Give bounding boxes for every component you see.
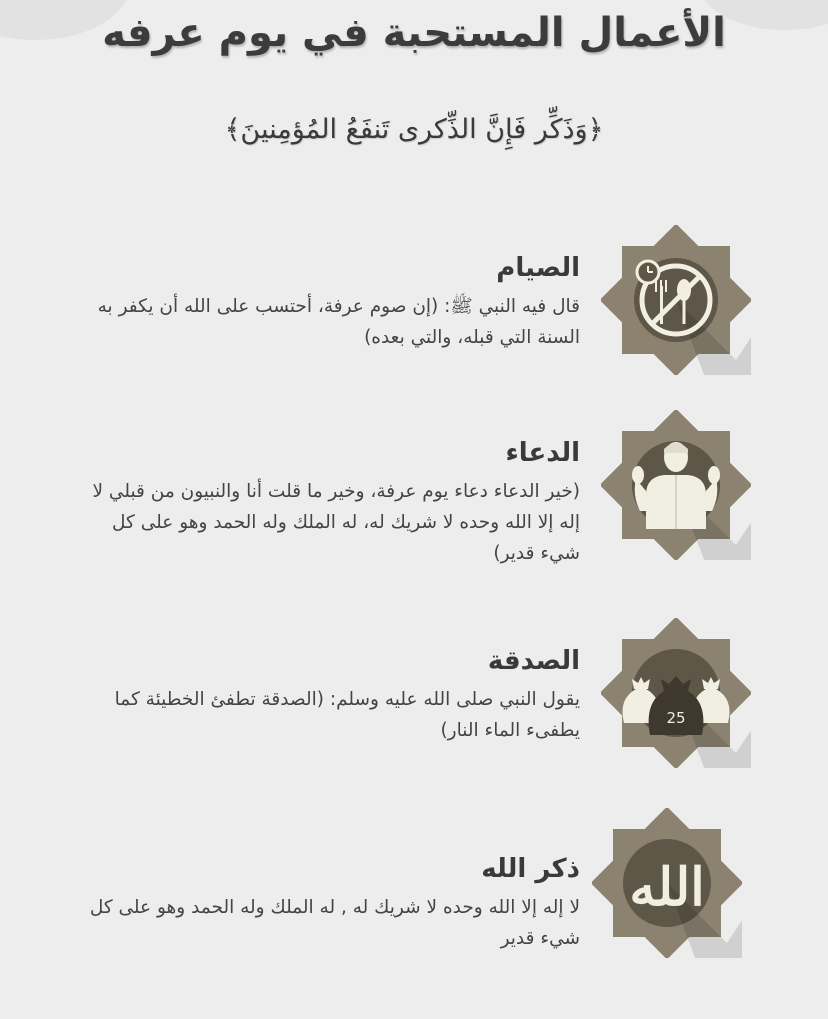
item-title: الدعاء <box>505 438 580 468</box>
badge-remembrance <box>592 808 742 958</box>
item-body: يقول النبي صلى الله عليه وسلم: (الصدقة تطفئ الخطيئة كما يطفىء الماء النار) <box>114 689 580 741</box>
item-body: (خير الدعاء دعاء يوم عرفة، وخير ما قلت أنا والنبيون من قبلي لا إله إلا الله وحده لا شريك له، له الملك وله الحمد وهو على كل شيء قدير) <box>92 481 580 564</box>
item-title: الصيام <box>496 253 580 283</box>
item-text-remembrance <box>80 852 580 954</box>
no-eating-icon <box>601 225 751 375</box>
item-body: قال فيه النبي ﷺ: (إن صوم عرفة، أحتسب على الله أن يكفر به السنة التي قبله، والتي بعده) <box>97 296 580 348</box>
item-body: لا إله إلا الله وحده لا شريك له , له الملك وله الحمد وهو على كل شيء قدير <box>89 897 580 949</box>
badge-charity <box>601 618 751 768</box>
allah-text: الله <box>629 857 705 918</box>
allah-calligraphy-icon <box>592 808 742 958</box>
quran-verse: ﴿وَذَكِّر فَإِنَّ الذِّكرى تَنفَعُ المُؤمِنينَ﴾ <box>224 114 604 145</box>
item-title: ذكر الله <box>481 854 580 884</box>
money-bags-icon <box>601 618 751 768</box>
badge-supplication <box>601 410 751 560</box>
item-text-supplication <box>80 436 580 569</box>
page-title: الأعمال المستحبة في يوم عرفه <box>102 10 726 56</box>
item-title: الصدقة <box>487 646 580 676</box>
item-text-charity <box>80 644 580 746</box>
badge-fasting <box>601 225 751 375</box>
money-bag-label: 25 <box>666 709 686 727</box>
item-text-fasting <box>80 251 580 353</box>
praying-man-icon <box>601 410 751 560</box>
